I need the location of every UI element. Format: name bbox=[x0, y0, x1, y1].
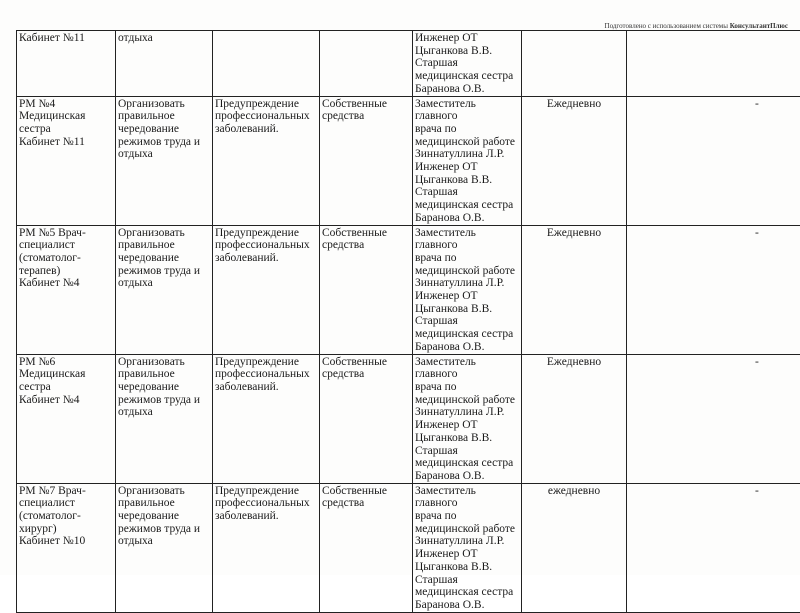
header-note bbox=[605, 22, 788, 30]
measure-cell-line: правильное bbox=[118, 110, 210, 123]
post-cell bbox=[17, 96, 116, 225]
measure-cell-line: отдыха bbox=[118, 148, 210, 161]
responsible-cell-line: Инженер ОТ bbox=[415, 161, 519, 174]
measure-cell-line: Организовать bbox=[118, 485, 210, 498]
post-cell bbox=[17, 483, 116, 612]
responsible-cell-line: Зиннатуллина Л.Р. bbox=[415, 148, 519, 161]
responsible-cell-line: Старшая bbox=[415, 57, 519, 70]
goal-cell-line: профессиональных bbox=[215, 239, 317, 252]
goal-cell-line: профессиональных bbox=[215, 110, 317, 123]
post-cell-line: Кабинет №4 bbox=[19, 277, 113, 290]
post-cell-line: Кабинет №4 bbox=[19, 394, 113, 407]
measure-cell bbox=[116, 96, 213, 225]
responsible-cell-line: Старшая bbox=[415, 574, 519, 587]
measure-cell-line: режимов труда и bbox=[118, 394, 210, 407]
responsible-cell-line: Инженер ОТ bbox=[415, 32, 519, 45]
responsible-cell-line: Инженер ОТ bbox=[415, 419, 519, 432]
post-cell-line: специалист bbox=[19, 497, 113, 510]
measure-cell bbox=[116, 483, 213, 612]
responsible-cell-line: Зиннатуллина Л.Р. bbox=[415, 535, 519, 548]
post-cell-line: (стоматолог- bbox=[19, 252, 113, 265]
measure-cell-line: чередование bbox=[118, 381, 210, 394]
responsible-cell-line: медицинской работе bbox=[415, 265, 519, 278]
measure-cell-line: Организовать bbox=[118, 227, 210, 240]
mark-cell-text: - bbox=[755, 356, 759, 369]
funding-source-cell-line: Собственные bbox=[322, 485, 410, 498]
measures-table bbox=[16, 30, 800, 613]
responsible-cell-line: медицинская сестра bbox=[415, 457, 519, 470]
post-cell-line: Медицинская bbox=[19, 110, 113, 123]
table-row bbox=[17, 483, 800, 612]
funding-source-cell-line: Собственные bbox=[322, 227, 410, 240]
measure-cell-line: правильное bbox=[118, 497, 210, 510]
post-cell-line: Кабинет №10 bbox=[19, 535, 113, 548]
measure-cell-line: чередование bbox=[118, 123, 210, 136]
responsible-cell-line: Баранова О.В. bbox=[415, 341, 519, 354]
goal-cell-line: заболеваний. bbox=[215, 510, 317, 523]
header-note-brand: КонсультантПлюс bbox=[730, 22, 788, 30]
responsible-cell-line: Зиннатуллина Л.Р. bbox=[415, 406, 519, 419]
mark-cell-text: - bbox=[755, 227, 759, 240]
responsible-cell-line: Старшая bbox=[415, 186, 519, 199]
goal-cell-line: заболеваний. bbox=[215, 252, 317, 265]
responsible-cell bbox=[413, 225, 522, 354]
period-cell bbox=[522, 354, 627, 483]
measure-cell-line: правильное bbox=[118, 239, 210, 252]
post-cell-line: РМ №5 Врач- bbox=[19, 227, 113, 240]
responsible-cell-line: Баранова О.В. bbox=[415, 599, 519, 612]
goal-cell-line: профессиональных bbox=[215, 368, 317, 381]
responsible-cell bbox=[413, 483, 522, 612]
funding-source-cell bbox=[320, 96, 413, 225]
period-cell bbox=[522, 96, 627, 225]
responsible-cell-line: врача по bbox=[415, 123, 519, 136]
responsible-cell-line: Старшая bbox=[415, 315, 519, 328]
responsible-cell bbox=[413, 354, 522, 483]
measure-cell-line: режимов труда и bbox=[118, 136, 210, 149]
post-cell-line: Кабинет №11 bbox=[19, 32, 113, 45]
table-row bbox=[17, 354, 800, 483]
post-cell-line: сестра bbox=[19, 381, 113, 394]
period-cell bbox=[522, 225, 627, 354]
post-cell-line: сестра bbox=[19, 123, 113, 136]
goal-cell-line: Предупреждение bbox=[215, 356, 317, 369]
period-cell bbox=[522, 483, 627, 612]
goal-cell-line: профессиональных bbox=[215, 497, 317, 510]
responsible-cell-line: медицинская сестра bbox=[415, 70, 519, 83]
funding-source-cell bbox=[320, 225, 413, 354]
measure-cell bbox=[116, 354, 213, 483]
responsible-cell-line: Баранова О.В. bbox=[415, 470, 519, 483]
responsible-cell-line: Заместитель главного bbox=[415, 227, 519, 252]
funding-source-cell-line: средства bbox=[322, 497, 410, 510]
period-cell-text: Ежедневно bbox=[547, 356, 601, 368]
responsible-cell bbox=[413, 96, 522, 225]
post-cell-line: терапев) bbox=[19, 265, 113, 278]
goal-cell bbox=[213, 31, 320, 97]
mark-cell bbox=[627, 96, 800, 225]
responsible-cell-line: Цыганкова В.В. bbox=[415, 45, 519, 58]
table-row bbox=[17, 96, 800, 225]
measure-cell-line: чередование bbox=[118, 510, 210, 523]
goal-cell-line: Предупреждение bbox=[215, 98, 317, 111]
mark-cell bbox=[627, 354, 800, 483]
responsible-cell-line: Цыганкова В.В. bbox=[415, 303, 519, 316]
period-cell-text: Ежедневно bbox=[547, 98, 601, 110]
responsible-cell-line: Заместитель главного bbox=[415, 356, 519, 381]
responsible-cell-line: медицинская сестра bbox=[415, 199, 519, 212]
responsible-cell-line: медицинской работе bbox=[415, 523, 519, 536]
funding-source-cell bbox=[320, 31, 413, 97]
funding-source-cell-line: средства bbox=[322, 368, 410, 381]
responsible-cell-line: врача по bbox=[415, 510, 519, 523]
goal-cell bbox=[213, 483, 320, 612]
post-cell bbox=[17, 31, 116, 97]
measure-cell-line: Организовать bbox=[118, 98, 210, 111]
post-cell-line: специалист bbox=[19, 239, 113, 252]
responsible-cell-line: медицинской работе bbox=[415, 394, 519, 407]
responsible-cell-line: медицинская сестра bbox=[415, 328, 519, 341]
responsible-cell-line: врача по bbox=[415, 252, 519, 265]
responsible-cell-line: Баранова О.В. bbox=[415, 83, 519, 96]
mark-cell bbox=[627, 31, 800, 97]
responsible-cell-line: Заместитель главного bbox=[415, 98, 519, 123]
responsible-cell-line: Инженер ОТ bbox=[415, 548, 519, 561]
measure-cell-line: отдыха bbox=[118, 277, 210, 290]
measure-cell-line: отдыха bbox=[118, 32, 210, 45]
responsible-cell-line: медицинской работе bbox=[415, 136, 519, 149]
measure-cell-line: чередование bbox=[118, 252, 210, 265]
mark-cell bbox=[627, 483, 800, 612]
goal-cell-line: заболеваний. bbox=[215, 381, 317, 394]
mark-cell-text: - bbox=[755, 98, 759, 111]
responsible-cell-line: Баранова О.В. bbox=[415, 212, 519, 225]
goal-cell-line: Предупреждение bbox=[215, 227, 317, 240]
mark-cell-text: - bbox=[755, 485, 759, 498]
responsible-cell-line: медицинская сестра bbox=[415, 586, 519, 599]
post-cell-line: Медицинская bbox=[19, 368, 113, 381]
funding-source-cell-line: Собственные bbox=[322, 98, 410, 111]
mark-cell bbox=[627, 225, 800, 354]
post-cell bbox=[17, 354, 116, 483]
measure-cell bbox=[116, 31, 213, 97]
funding-source-cell-line: средства bbox=[322, 110, 410, 123]
goal-cell-line: заболеваний. bbox=[215, 123, 317, 136]
measure-cell-line: правильное bbox=[118, 368, 210, 381]
post-cell-line: Кабинет №11 bbox=[19, 136, 113, 149]
measures-table-body bbox=[17, 31, 800, 613]
responsible-cell-line: Старшая bbox=[415, 445, 519, 458]
header-note-prefix: Подготовлено с использованием системы bbox=[605, 22, 728, 30]
measure-cell bbox=[116, 225, 213, 354]
period-cell-text: Ежедневно bbox=[547, 227, 601, 239]
responsible-cell-line: Зиннатуллина Л.Р. bbox=[415, 277, 519, 290]
period-cell-text: ежедневно bbox=[548, 485, 600, 497]
period-cell bbox=[522, 31, 627, 97]
goal-cell bbox=[213, 225, 320, 354]
table-row bbox=[17, 31, 800, 97]
measure-cell-line: отдыха bbox=[118, 535, 210, 548]
funding-source-cell bbox=[320, 354, 413, 483]
funding-source-cell-line: Собственные bbox=[322, 356, 410, 369]
post-cell-line: РМ №7 Врач- bbox=[19, 485, 113, 498]
responsible-cell-line: Цыганкова В.В. bbox=[415, 432, 519, 445]
responsible-cell-line: врача по bbox=[415, 381, 519, 394]
responsible-cell-line: Цыганкова В.В. bbox=[415, 561, 519, 574]
measure-cell-line: режимов труда и bbox=[118, 523, 210, 536]
table-row bbox=[17, 225, 800, 354]
goal-cell bbox=[213, 354, 320, 483]
post-cell bbox=[17, 225, 116, 354]
responsible-cell-line: Инженер ОТ bbox=[415, 290, 519, 303]
post-cell-line: (стоматолог- bbox=[19, 510, 113, 523]
responsible-cell-line: Цыганкова В.В. bbox=[415, 174, 519, 187]
post-cell-line: РМ №4 bbox=[19, 98, 113, 111]
responsible-cell-line: Заместитель главного bbox=[415, 485, 519, 510]
post-cell-line: хирург) bbox=[19, 523, 113, 536]
goal-cell bbox=[213, 96, 320, 225]
measure-cell-line: Организовать bbox=[118, 356, 210, 369]
measure-cell-line: режимов труда и bbox=[118, 265, 210, 278]
goal-cell-line: Предупреждение bbox=[215, 485, 317, 498]
funding-source-cell bbox=[320, 483, 413, 612]
post-cell-line: РМ №6 bbox=[19, 356, 113, 369]
funding-source-cell-line: средства bbox=[322, 239, 410, 252]
measure-cell-line: отдыха bbox=[118, 406, 210, 419]
responsible-cell bbox=[413, 31, 522, 97]
